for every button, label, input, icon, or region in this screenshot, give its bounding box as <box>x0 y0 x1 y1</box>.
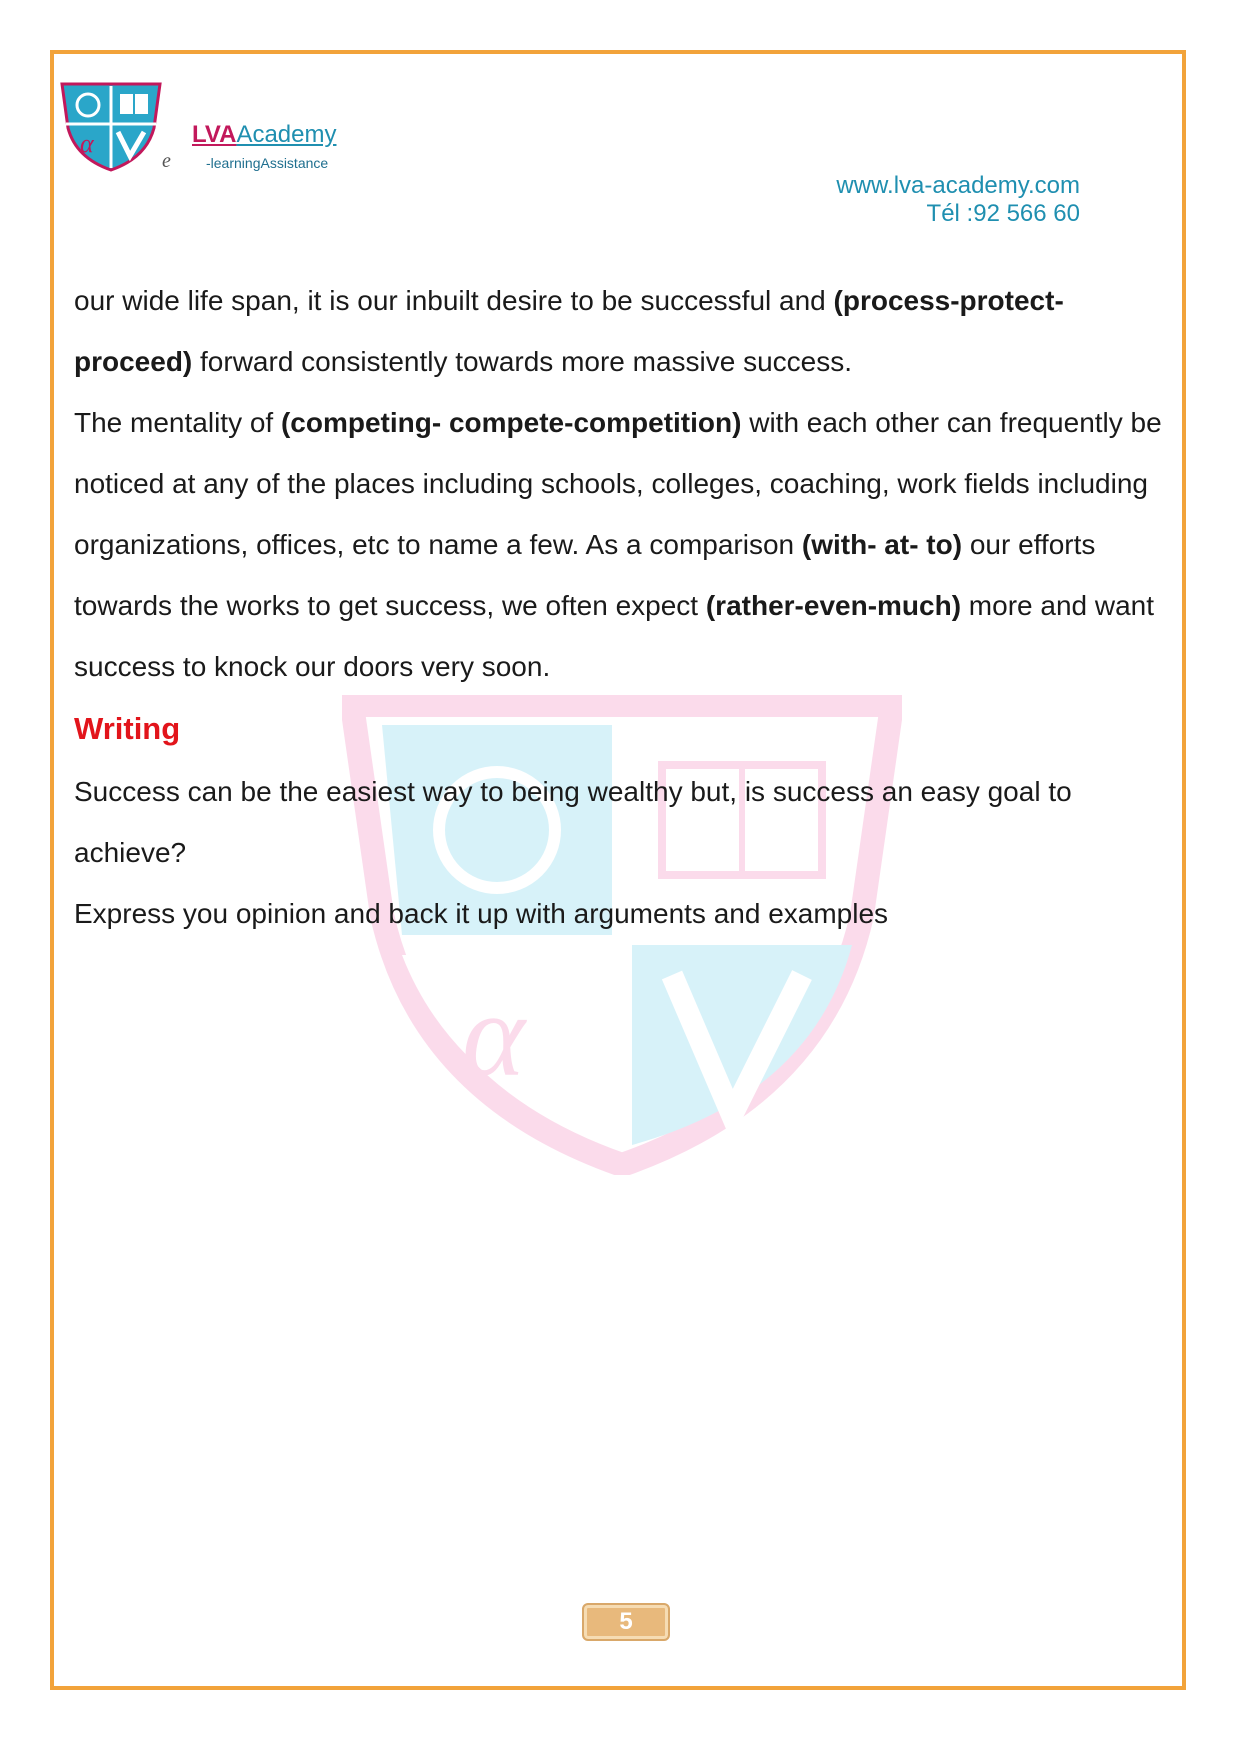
p1-text-a: our wide life span, it is our inbuilt desire to be successful and <box>74 285 834 316</box>
brand-tagline: -learningAssistance <box>206 155 329 171</box>
p2-choice-3: (rather-even-much) <box>705 590 962 621</box>
p2-text-a: The mentality of <box>74 407 281 438</box>
brand-academy: Academy <box>236 121 337 148</box>
p2-text-g: more and want success to knock our doors very soon. <box>74 590 1155 682</box>
p2-text-c: with each other can frequently be noticed at any of the places including schools, colleges, coaching, work fields including organizations, offices, etc to name a few. As a comparison <box>74 407 1162 560</box>
writing-prompt: Success can be the easiest way to being wealthy but, is success an easy goal to achieve? <box>74 776 1072 868</box>
lva-logo-icon <box>58 80 164 172</box>
brand-e-letter: e <box>162 150 171 172</box>
p1-choice-1: (process-protect-proceed) <box>74 285 1064 377</box>
brand-lva: LVA <box>192 121 237 148</box>
page-number: 5 <box>582 1603 670 1641</box>
section-heading-writing: Writing <box>74 711 181 746</box>
main-content <box>74 270 1164 944</box>
p2-choice-1: (competing- compete-competition) <box>280 407 742 438</box>
p2-choice-2: (with- at- to) <box>801 529 963 560</box>
brand-name <box>192 121 336 149</box>
svg-text:α: α <box>80 129 94 158</box>
p2-text-e: our efforts towards the works to get success, we often expect <box>74 529 1096 621</box>
website-link[interactable]: www.lva-academy.com <box>836 172 1080 199</box>
contact-info <box>836 172 1080 228</box>
phone-number: Tél :92 566 60 <box>926 200 1080 227</box>
paragraph-2 <box>74 392 1164 697</box>
p1-text-c: forward consistently towards more massive success. <box>192 346 853 377</box>
paragraph-1 <box>74 270 1164 392</box>
svg-text:α: α <box>462 968 525 1101</box>
writing-instruction: Express you opinion and back it up with arguments and examples <box>74 898 889 929</box>
